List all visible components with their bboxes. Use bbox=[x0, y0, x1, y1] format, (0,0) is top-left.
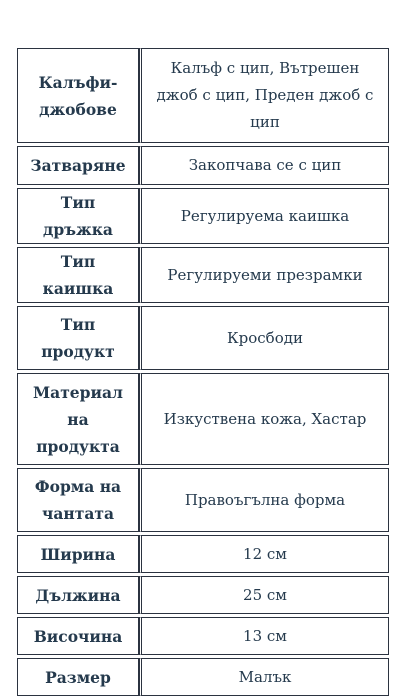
spec-value: 13 см bbox=[139, 617, 389, 655]
spec-value: Правоъгълна форма bbox=[139, 468, 389, 532]
spec-value: Регулируема каишка bbox=[139, 188, 389, 244]
spec-value: Калъф с цип, Вътрешен джоб с цип, Преден джоб с цип bbox=[139, 48, 389, 143]
spec-value: Изкуствена кожа, Хастар bbox=[139, 373, 389, 465]
spec-row-pockets bbox=[17, 48, 389, 143]
spec-value: 25 см bbox=[139, 576, 389, 614]
spec-row-length bbox=[17, 576, 389, 614]
spec-label: Тип продукт bbox=[17, 306, 139, 370]
spec-row-closure bbox=[17, 146, 389, 185]
spec-label: Тип каишка bbox=[17, 247, 139, 303]
spec-value: Кросбоди bbox=[139, 306, 389, 370]
spec-row-product-type bbox=[17, 306, 389, 370]
spec-label: Височина bbox=[17, 617, 139, 655]
spec-label: Ширина bbox=[17, 535, 139, 573]
spec-label: Тип дръжка bbox=[17, 188, 139, 244]
spec-value: 12 см bbox=[139, 535, 389, 573]
spec-value: Закопчава се с цип bbox=[139, 146, 389, 185]
spec-row-bag-shape bbox=[17, 468, 389, 532]
spec-row-width bbox=[17, 535, 389, 573]
spec-row-size bbox=[17, 658, 389, 696]
spec-label: Размер bbox=[17, 658, 139, 696]
spec-value: Регулируеми презрамки bbox=[139, 247, 389, 303]
spec-label: Форма на чантата bbox=[17, 468, 139, 532]
spec-row-handle-type bbox=[17, 188, 389, 244]
spec-row-height bbox=[17, 617, 389, 655]
spec-label: Затваряне bbox=[17, 146, 139, 185]
spec-row-material bbox=[17, 373, 389, 465]
spec-label: Материал на продукта bbox=[17, 373, 139, 465]
spec-label: Калъфи-джобове bbox=[17, 48, 139, 143]
spec-label: Дължина bbox=[17, 576, 139, 614]
spec-value: Малък bbox=[139, 658, 389, 696]
spec-row-strap-type bbox=[17, 247, 389, 303]
product-specs-table bbox=[17, 45, 389, 699]
